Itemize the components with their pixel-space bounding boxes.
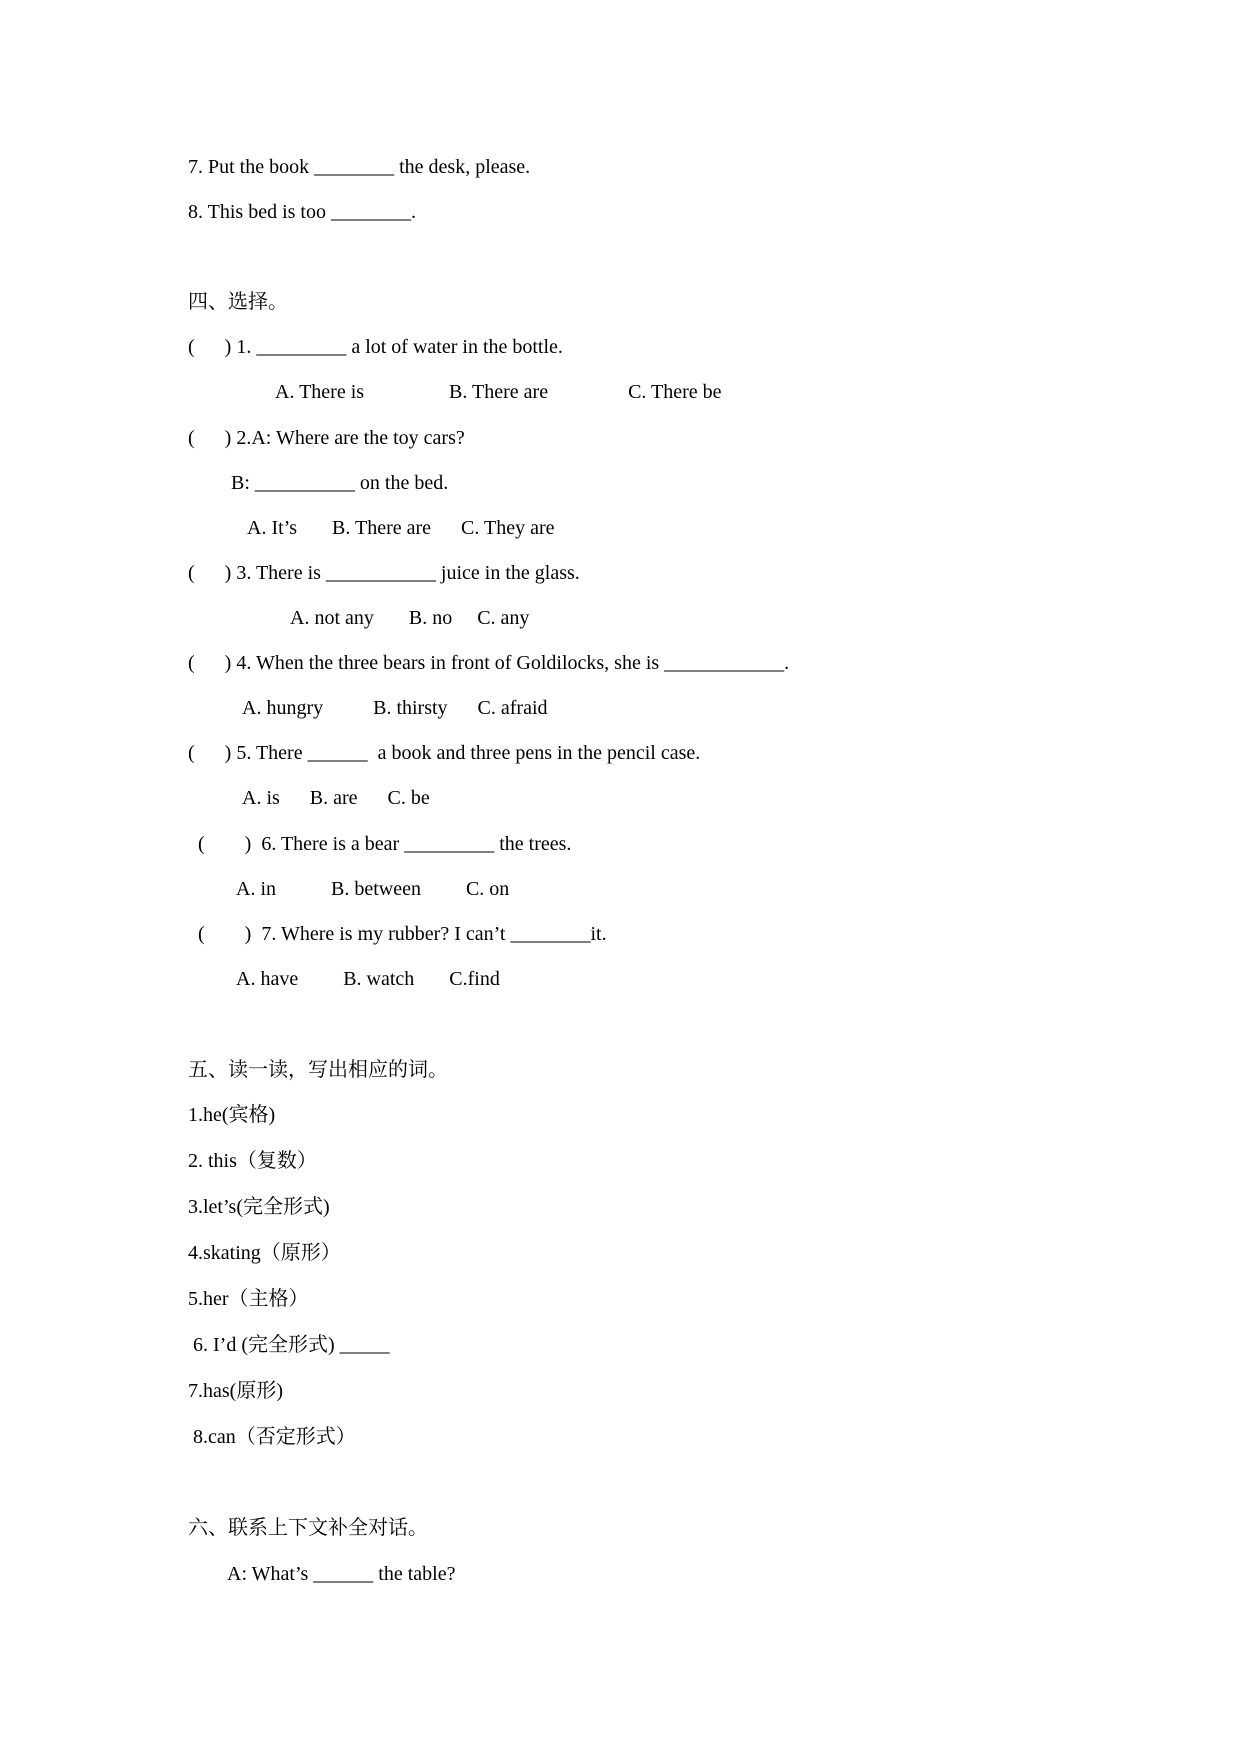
word-item-3: 3.let’s(完全形式) (188, 1196, 330, 1218)
choice-question-4-options: A. hungry B. thirsty C. afraid (242, 697, 548, 719)
question-7-fill-blank: 7. Put the book ________ the desk, please. (188, 156, 531, 178)
word-item-7: 7.has(原形) (188, 1380, 283, 1402)
choice-question-6: ( ) 6. There is a bear _________ the trees. (198, 833, 572, 855)
choice-question-3: ( ) 3. There is ___________ juice in the glass. (188, 562, 580, 584)
choice-question-3-options: A. not any B. no C. any (290, 607, 530, 629)
section-4-heading: 四、选择。 (188, 291, 288, 313)
word-item-8: 8.can（否定形式） (193, 1426, 356, 1448)
choice-question-5-options: A. is B. are C. be (242, 787, 430, 809)
word-item-2: 2. this（复数） (188, 1150, 317, 1172)
section-5-heading: 五、读一读，写出相应的词。 (188, 1059, 448, 1081)
question-8-fill-blank: 8. This bed is too ________. (188, 201, 416, 223)
choice-question-7: ( ) 7. Where is my rubber? I can’t ________it. (198, 923, 607, 945)
choice-question-2: ( ) 2.A: Where are the toy cars? (188, 427, 465, 449)
section-6-heading: 六、联系上下文补全对话。 (188, 1517, 428, 1539)
word-item-5: 5.her（主格） (188, 1288, 309, 1310)
choice-question-5: ( ) 5. There ______ a book and three pens in the pencil case. (188, 742, 701, 764)
dialogue-line-1: A: What’s ______ the table? (227, 1563, 456, 1585)
word-item-6: 6. I’d (完全形式) _____ (193, 1334, 390, 1356)
choice-question-6-options: A. in B. between C. on (236, 878, 510, 900)
choice-question-7-options: A. have B. watch C.find (236, 968, 500, 990)
choice-question-1-options: A. There is B. There are C. There be (275, 381, 722, 403)
word-item-4: 4.skating（原形） (188, 1242, 341, 1264)
word-item-1: 1.he(宾格) (188, 1104, 276, 1126)
choice-question-2-options: A. It’s B. There are C. They are (247, 517, 555, 539)
choice-question-1: ( ) 1. _________ a lot of water in the bottle. (188, 336, 563, 358)
choice-question-2-b-line: B: __________ on the bed. (231, 472, 449, 494)
choice-question-4: ( ) 4. When the three bears in front of Goldilocks, she is ____________. (188, 652, 790, 674)
